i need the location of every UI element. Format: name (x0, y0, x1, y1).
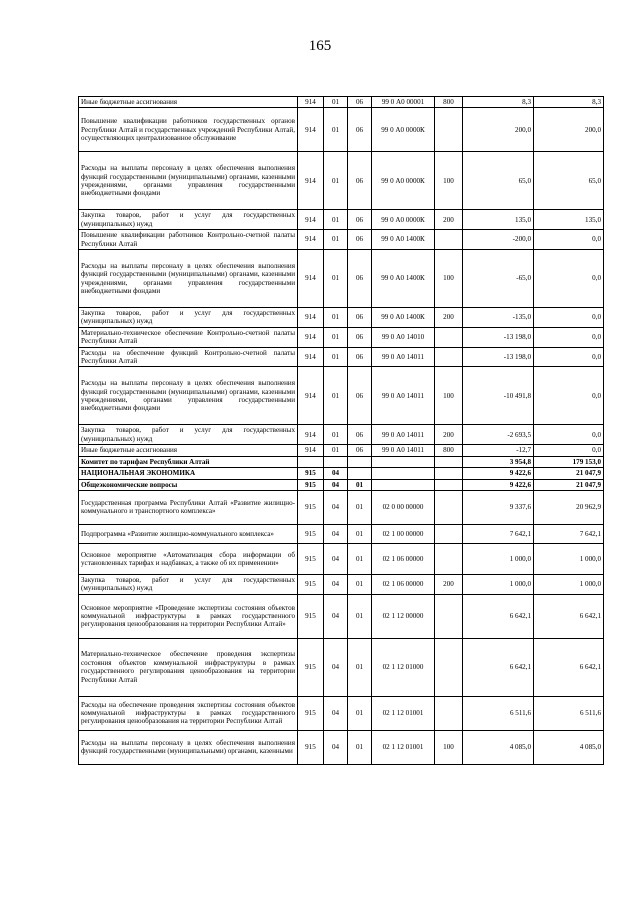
row-subsection-code: 06 (348, 308, 372, 328)
row-amount-change: 3 954,8 (463, 456, 534, 467)
row-expense-type (435, 479, 463, 490)
row-name: Расходы на выплаты персоналу в целях обеспечения выполнения функций государственными (муниципальными) органами, казенными учреждениями, органами управления государственными внебюджетными фондами (79, 367, 298, 425)
row-subsection-code: 01 (348, 594, 372, 638)
row-target-article: 99 0 А0 14011 (372, 445, 435, 456)
row-name: Материально-техническое обеспечение Контрольно-счетной палаты Республики Алтай (79, 327, 298, 347)
row-subsection-code: 06 (348, 347, 372, 367)
row-name: Основное мероприятие «Проведение экспертизы состояния объектов коммунальной инфраструктуры в рамках государственного регулирования ценообразования на территории Республики Алтай» (79, 594, 298, 638)
row-ved-code: 915 (298, 574, 324, 594)
row-expense-type (435, 594, 463, 638)
table-row (79, 524, 604, 543)
row-section-code: 01 (324, 367, 348, 425)
row-section-code: 04 (324, 543, 348, 574)
row-expense-type (435, 696, 463, 730)
table-row (79, 456, 604, 467)
budget-table (78, 96, 604, 765)
row-target-article: 02 1 12 01001 (372, 696, 435, 730)
row-expense-type (435, 108, 463, 152)
row-subsection-code: 06 (348, 97, 372, 108)
row-expense-type (435, 638, 463, 696)
row-amount-change: 135,0 (463, 210, 534, 230)
row-section-code: 01 (324, 327, 348, 347)
row-ved-code: 915 (298, 594, 324, 638)
row-name: Основное мероприятие «Автоматизация сбора информации об установленных тарифах и надбавках, а также об их применении» (79, 543, 298, 574)
row-subsection-code: 06 (348, 152, 372, 210)
table-row (79, 445, 604, 456)
row-target-article: 99 0 А0 1400К (372, 308, 435, 328)
row-subsection-code: 06 (348, 327, 372, 347)
row-target-article: 99 0 А0 14011 (372, 425, 435, 445)
row-target-article: 99 0 А0 0000К (372, 152, 435, 210)
row-section-code: 04 (324, 490, 348, 524)
row-amount-change: 6 511,6 (463, 696, 534, 730)
row-target-article (372, 456, 435, 467)
row-amount-total: 1 000,0 (534, 543, 604, 574)
row-expense-type: 100 (435, 152, 463, 210)
row-subsection-code: 06 (348, 210, 372, 230)
row-amount-total: 0,0 (534, 445, 604, 456)
row-ved-code: 915 (298, 524, 324, 543)
row-target-article: 99 0 А0 14010 (372, 327, 435, 347)
row-target-article: 99 0 А0 1400К (372, 250, 435, 308)
row-amount-change: 1 000,0 (463, 543, 534, 574)
row-amount-total: 200,0 (534, 108, 604, 152)
row-section-code: 01 (324, 210, 348, 230)
row-amount-change: -200,0 (463, 230, 534, 250)
row-subsection-code: 01 (348, 524, 372, 543)
row-amount-total: 20 962,9 (534, 490, 604, 524)
row-name: Повышение квалификации работников Контрольно-счетной палаты Республики Алтай (79, 230, 298, 250)
row-name: Закупка товаров, работ и услуг для государственных (муниципальных) нужд (79, 574, 298, 594)
row-amount-change: 6 642,1 (463, 638, 534, 696)
row-ved-code: 914 (298, 210, 324, 230)
table-row (79, 347, 604, 367)
row-amount-total: 0,0 (534, 425, 604, 445)
row-name: Расходы на обеспечение функций Контрольно-счетной палаты Республики Алтай (79, 347, 298, 367)
row-expense-type: 100 (435, 730, 463, 764)
row-subsection-code: 01 (348, 543, 372, 574)
row-section-code: 01 (324, 97, 348, 108)
row-amount-change: -13 198,0 (463, 327, 534, 347)
row-subsection-code: 06 (348, 108, 372, 152)
row-amount-change: -13 198,0 (463, 347, 534, 367)
row-ved-code: 914 (298, 97, 324, 108)
row-amount-total: 0,0 (534, 327, 604, 347)
table-row (79, 250, 604, 308)
row-ved-code: 914 (298, 230, 324, 250)
row-ved-code (298, 456, 324, 467)
table-row (79, 108, 604, 152)
table-row (79, 696, 604, 730)
row-amount-total: 179 153,0 (534, 456, 604, 467)
row-target-article: 99 0 А0 1400К (372, 230, 435, 250)
row-section-code: 01 (324, 152, 348, 210)
row-name: Расходы на выплаты персоналу в целях обеспечения выполнения функций государственными (муниципальными) органами, казенными (79, 730, 298, 764)
row-name: Подпрограмма «Развитие жилищно-коммунального комплекса» (79, 524, 298, 543)
row-name: Иные бюджетные ассигнования (79, 445, 298, 456)
row-expense-type: 100 (435, 250, 463, 308)
row-subsection-code: 01 (348, 490, 372, 524)
row-name: Материально-техническое обеспечение проведения экспертизы состояния объектов коммунальной инфраструктуры в рамках государственного регулирования ценообразования на территории Республики Алтай (79, 638, 298, 696)
row-amount-total: 0,0 (534, 367, 604, 425)
row-ved-code: 915 (298, 543, 324, 574)
row-name: Государственная программа Республики Алтай «Развитие жилищно-коммунального и транспортного комплекса» (79, 490, 298, 524)
row-section-code: 01 (324, 250, 348, 308)
row-amount-change: 9 422,6 (463, 479, 534, 490)
table-row (79, 574, 604, 594)
row-ved-code: 914 (298, 347, 324, 367)
row-ved-code: 915 (298, 468, 324, 479)
table-row (79, 468, 604, 479)
row-expense-type: 200 (435, 308, 463, 328)
row-section-code: 04 (324, 730, 348, 764)
row-ved-code: 914 (298, 327, 324, 347)
row-amount-total: 0,0 (534, 230, 604, 250)
row-target-article: 99 0 А0 14011 (372, 347, 435, 367)
row-amount-change: 65,0 (463, 152, 534, 210)
row-target-article: 99 0 А0 0000К (372, 108, 435, 152)
row-name: Закупка товаров, работ и услуг для государственных (муниципальных) нужд (79, 308, 298, 328)
row-section-code: 04 (324, 574, 348, 594)
row-amount-change: 8,3 (463, 97, 534, 108)
row-subsection-code: 06 (348, 367, 372, 425)
row-target-article: 02 1 00 00000 (372, 524, 435, 543)
row-amount-total: 65,0 (534, 152, 604, 210)
row-expense-type: 100 (435, 367, 463, 425)
row-amount-total: 6 642,1 (534, 638, 604, 696)
row-amount-total: 1 000,0 (534, 574, 604, 594)
row-expense-type (435, 327, 463, 347)
row-subsection-code: 06 (348, 445, 372, 456)
row-amount-total: 0,0 (534, 347, 604, 367)
row-amount-total: 7 642,1 (534, 524, 604, 543)
row-ved-code: 914 (298, 152, 324, 210)
row-expense-type (435, 524, 463, 543)
table-row (79, 230, 604, 250)
row-amount-total: 21 047,9 (534, 479, 604, 490)
page-number: 165 (308, 38, 332, 54)
row-subsection-code: 01 (348, 730, 372, 764)
row-target-article: 99 0 А0 14011 (372, 367, 435, 425)
row-amount-change: -12,7 (463, 445, 534, 456)
row-subsection-code: 01 (348, 574, 372, 594)
row-ved-code: 915 (298, 730, 324, 764)
row-expense-type (435, 468, 463, 479)
row-ved-code: 914 (298, 250, 324, 308)
row-section-code: 04 (324, 594, 348, 638)
row-amount-change: -2 693,5 (463, 425, 534, 445)
table-row (79, 210, 604, 230)
row-subsection-code: 06 (348, 425, 372, 445)
table-row (79, 308, 604, 328)
row-amount-total: 135,0 (534, 210, 604, 230)
row-amount-change: 7 642,1 (463, 524, 534, 543)
row-target-article: 02 1 12 01000 (372, 638, 435, 696)
row-expense-type: 200 (435, 425, 463, 445)
table-row (79, 479, 604, 490)
row-expense-type (435, 490, 463, 524)
table-row (79, 730, 604, 764)
row-section-code: 01 (324, 347, 348, 367)
row-name: НАЦИОНАЛЬНАЯ ЭКОНОМИКА (79, 468, 298, 479)
row-target-article (372, 468, 435, 479)
row-subsection-code (348, 456, 372, 467)
table-row (79, 490, 604, 524)
row-section-code (324, 456, 348, 467)
row-amount-total: 21 047,9 (534, 468, 604, 479)
table-row (79, 543, 604, 574)
row-name: Расходы на выплаты персоналу в целях обеспечения выполнения функций государственными (муниципальными) органами, казенными учреждениями, органами управления государственными внебюджетными фондами (79, 250, 298, 308)
row-section-code: 04 (324, 696, 348, 730)
row-name: Общеэкономические вопросы (79, 479, 298, 490)
row-expense-type: 800 (435, 97, 463, 108)
row-section-code: 01 (324, 308, 348, 328)
table-row (79, 97, 604, 108)
row-section-code: 04 (324, 468, 348, 479)
row-ved-code: 915 (298, 696, 324, 730)
row-ved-code: 914 (298, 425, 324, 445)
row-amount-change: 4 085,0 (463, 730, 534, 764)
row-ved-code: 914 (298, 445, 324, 456)
row-name: Иные бюджетные ассигнования (79, 97, 298, 108)
row-amount-change: -65,0 (463, 250, 534, 308)
row-name: Повышение квалификации работников государственных органов Республики Алтай и государственных учреждений Республики Алтай, осуществляющих централизованное обслуживание (79, 108, 298, 152)
row-amount-change: 200,0 (463, 108, 534, 152)
row-section-code: 04 (324, 524, 348, 543)
row-section-code: 01 (324, 425, 348, 445)
row-target-article: 02 1 12 00000 (372, 594, 435, 638)
row-ved-code: 915 (298, 638, 324, 696)
table-row (79, 594, 604, 638)
row-amount-change: 9 422,6 (463, 468, 534, 479)
row-name: Расходы на обеспечение проведения экспертизы состояния объектов коммунальной инфраструктуры в рамках государственного регулирования ценообразования на территории Республики Алтай (79, 696, 298, 730)
row-amount-total: 0,0 (534, 250, 604, 308)
row-target-article: 02 1 06 00000 (372, 543, 435, 574)
table-row (79, 327, 604, 347)
row-amount-total: 4 085,0 (534, 730, 604, 764)
row-amount-change: -135,0 (463, 308, 534, 328)
row-subsection-code: 01 (348, 479, 372, 490)
row-amount-total: 0,0 (534, 308, 604, 328)
row-subsection-code: 01 (348, 638, 372, 696)
row-name: Закупка товаров, работ и услуг для государственных (муниципальных) нужд (79, 425, 298, 445)
row-section-code: 04 (324, 479, 348, 490)
row-ved-code: 914 (298, 367, 324, 425)
row-name: Комитет по тарифам Республики Алтай (79, 456, 298, 467)
row-target-article: 02 1 12 01001 (372, 730, 435, 764)
row-amount-total: 6 642,1 (534, 594, 604, 638)
row-ved-code: 914 (298, 308, 324, 328)
row-amount-change: 9 337,6 (463, 490, 534, 524)
row-target-article: 99 0 А0 00001 (372, 97, 435, 108)
row-expense-type: 200 (435, 574, 463, 594)
row-expense-type (435, 347, 463, 367)
row-amount-total: 8,3 (534, 97, 604, 108)
row-amount-change: 6 642,1 (463, 594, 534, 638)
row-expense-type (435, 230, 463, 250)
row-ved-code: 914 (298, 108, 324, 152)
row-expense-type: 200 (435, 210, 463, 230)
table-row (79, 425, 604, 445)
row-amount-change: 1 000,0 (463, 574, 534, 594)
table-row (79, 638, 604, 696)
row-section-code: 01 (324, 230, 348, 250)
row-target-article: 02 0 00 00000 (372, 490, 435, 524)
row-section-code: 01 (324, 445, 348, 456)
row-expense-type (435, 543, 463, 574)
row-expense-type (435, 456, 463, 467)
row-subsection-code: 06 (348, 230, 372, 250)
row-target-article: 02 1 06 00000 (372, 574, 435, 594)
row-target-article: 99 0 А0 0000К (372, 210, 435, 230)
row-amount-change: -10 491,8 (463, 367, 534, 425)
row-name: Закупка товаров, работ и услуг для государственных (муниципальных) нужд (79, 210, 298, 230)
row-expense-type: 800 (435, 445, 463, 456)
row-subsection-code: 06 (348, 250, 372, 308)
row-section-code: 01 (324, 108, 348, 152)
row-name: Расходы на выплаты персоналу в целях обеспечения выполнения функций государственными (муниципальными) органами, казенными учреждениями, органами управления государственными внебюджетными фондами (79, 152, 298, 210)
table-row (79, 367, 604, 425)
row-subsection-code: 01 (348, 696, 372, 730)
row-target-article (372, 479, 435, 490)
table-row (79, 152, 604, 210)
row-ved-code: 915 (298, 490, 324, 524)
row-subsection-code (348, 468, 372, 479)
row-section-code: 04 (324, 638, 348, 696)
row-ved-code: 915 (298, 479, 324, 490)
row-amount-total: 6 511,6 (534, 696, 604, 730)
